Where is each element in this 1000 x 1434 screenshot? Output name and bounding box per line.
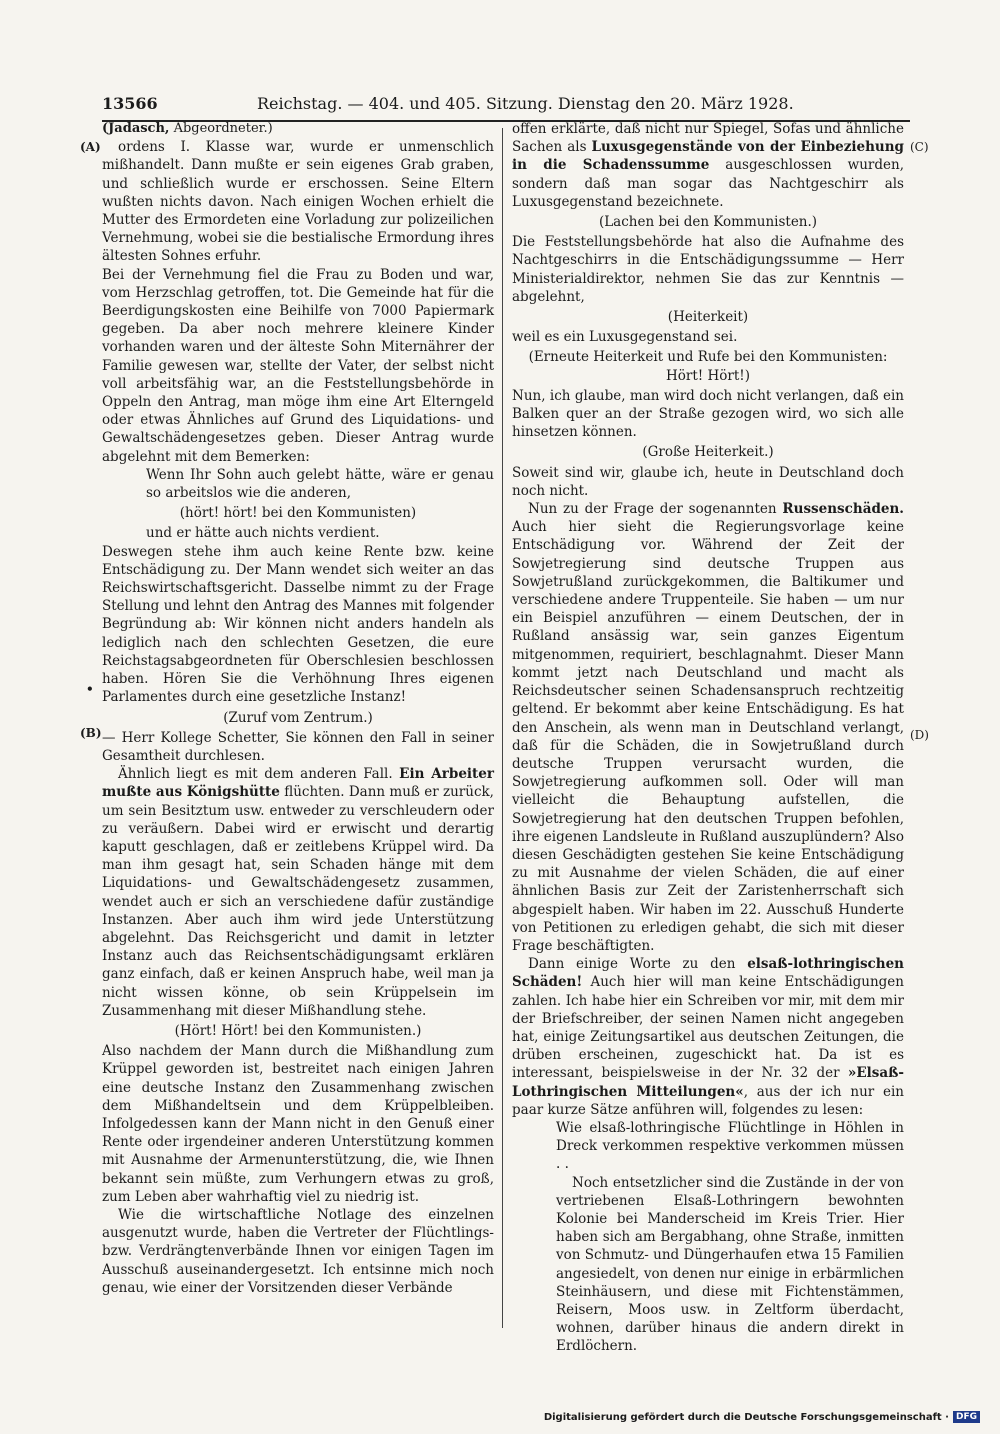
column-divider — [502, 128, 503, 1328]
digitization-footer — [544, 1411, 980, 1423]
left-column — [102, 120, 494, 1297]
speaker-role: Abgeordneter.) — [169, 121, 273, 136]
paragraph — [512, 120, 904, 211]
margin-marker-a: (A) — [80, 140, 101, 154]
interjection: (Heiterkeit) — [667, 309, 749, 326]
paragraph — [512, 500, 904, 955]
margin-marker-d: (D) — [910, 728, 929, 742]
margin-bullet: • — [86, 682, 94, 696]
right-column — [512, 120, 904, 1356]
interjection: (Erneute Heiterkeit und Rufe bei den Kommunisten: Hört! Hört!) — [528, 349, 888, 384]
speaker-line — [102, 120, 494, 138]
text-run: Ähnlich liegt es mit dem anderen Fall. — [118, 766, 400, 783]
interjection: (Lachen bei den Kommunisten.) — [598, 214, 818, 231]
paragraph: — Herr Kollege Schetter, Sie können den Fall in seiner Gesamtheit durchlesen. — [102, 729, 494, 764]
page-header — [102, 94, 910, 118]
quote: und er hätte auch nichts verdient. — [146, 525, 380, 542]
emphasis: elsaß-lothringischen Schäden! — [512, 956, 904, 991]
text-run: , aus der ich nur ein paar kurze Sätze anführen will, folgendes zu lesen: — [512, 1083, 905, 1118]
emphasis: Ein Arbeiter mußte aus Königshütte — [102, 766, 494, 801]
text-run: Auch hier will man keine Entschädigungen zahlen. Ich habe hier ein Schreiben vor mir, mit dem mir der Briefschreiber, der seinen Namen nicht angegeben hat, einige Zeitungsartikel aus deutschen Zeitungen, die drüben erscheinen, zugeschickt hat. Da ist es interessant, beispielsweise in der Nr. 32 der — [512, 974, 904, 1082]
dfg-logo: DFG — [953, 1411, 980, 1423]
emphasis: Russenschäden. — [782, 501, 904, 518]
quote: Wenn Ihr Sohn auch gelebt hätte, wäre er genau so arbeitslos wie die anderen, — [146, 466, 494, 502]
paragraph: Also nachdem der Mann durch die Mißhandlung zum Krüppel geworden ist, bestreitet nach einigen Jahren eine deutsche Instanz den Zusammenhang zwischen dem Mißhandeltsein und dem Krüppelbleiben. Infolgedessen kann der Mann nicht in den Genuß einer Rente oder irgendeiner anderen Unterstützung kommen mit Ausnahme der Armenunterstützung, die, wie Ihnen bekannt sein müßte, zum Verhungern etwas zu groß, zum Leben aber wahrhaftig viel zu niedrig ist. — [102, 1043, 494, 1205]
quote: Noch entsetzlicher sind die Zustände in der von vertriebenen Elsaß-Lothringern bewohnten Kolonie bei Manderscheid im Kreis Trier. Hier haben sich am Bergabhang, ohne Straße, inmitten von Schmutz- und Düngerhaufen etwa 15 Familien angesiedelt, von denen nur einige in erbärmlichen Steinhäusern, und diese mit Fichtenstämmen, Reisern, Moos usw. in Zeltform überdacht, wohnen, darüber hinaus die andern direkt in Erdlöchern. — [556, 1174, 904, 1355]
text-run: Auch hier sieht die Regierungsvorlage keine Entschädigung vor. Während der Zeit der Sowjetregierung sind deutsche Truppen aus Sowjetrußland zurückgekommen, die Baltikumer und verschiedene andere Truppenteile. Sie haben — um nur ein Beispiel anzuführen — einem Deutschen, der in Rußland ansässig war, sein ganzes Eigentum mitgenommen, requiriert, beschlagnahmt. Dieser Mann kommt jetzt nach Deutschland und macht als Reichsdeutscher seinen Schadensanspruch rechtzeitig geltend. Er bekommt aber keine Entschädigung. Es hat den Anschein, als wenn man in Deutschland verlangt, daß für die Schäden, die in Sowjetrußland durch deutsche Truppen verursacht wurden, die Sowjetregierung aufkommen soll. Oder will man vielleicht die Behauptung aufstellen, die Sowjetregierung hat den deutschen Truppen befohlen, ihre eigenen Landsleute in Rußland auszuplündern? Also diesen Geschädigten gestehen Sie keine Entschädigung zu mit Ausnahme der vielen Schäden, die auf einer ähnlichen Basis zur Zeit der Zaristenherrschaft sich abgespielt haben. Wir haben im 22. Ausschuß Hunderte von Petitionen zu erledigen gehabt, die sich mit dieser Frage beschäftigten. — [512, 519, 904, 954]
footer-text: Digitalisierung gefördert durch die Deutsche Forschungsgemeinschaft · — [543, 1411, 949, 1423]
paragraph: ordens I. Klasse war, wurde er unmenschlich mißhandelt. Dann mußte er sein eigenes Grab graben, und schließlich wurde er erschossen. Seine Eltern wußten nichts davon. Nach einigen Wochen erhielt die Mutter des Ermordeten eine Vorladung zur polizeilichen Vernehmung, wobei sie die bestialische Ermordung ihres ältesten Sohnes erfuhr. — [102, 139, 494, 265]
text-run: Dann einige Worte zu den — [528, 956, 748, 973]
quote: Wie elsaß-lothringische Flüchtlinge in Höhlen in Dreck verkommen respektive verkommen müssen . . — [556, 1119, 904, 1173]
interjection: (Große Heiterkeit.) — [642, 444, 774, 461]
paragraph: Soweit sind wir, glaube ich, heute in Deutschland doch noch nicht. — [512, 464, 904, 499]
page-number: 13566 — [102, 94, 158, 113]
page-title: Reichstag. — 404. und 405. Sitzung. Dienstag den 20. März 1928. — [257, 94, 794, 113]
interjection: (Zuruf vom Zentrum.) — [223, 709, 373, 726]
interjection: (hört! hört! bei den Kommunisten) — [179, 505, 417, 522]
emphasis: »Elsaß-Lothringischen Mitteilungen« — [512, 1065, 904, 1100]
emphasis: Luxusgegenstände von der Einbeziehung in die Schadenssumme — [512, 139, 904, 174]
text-run: offen erklärte, daß nicht nur Spiegel, Sofas und ähnliche Sachen als — [512, 121, 904, 156]
paragraph: Deswegen stehe ihm auch keine Rente bzw. keine Entschädigung zu. Der Mann wendet sich weiter an das Reichswirtschaftsgericht. Dasselbe nimmt zu der Frage Stellung und lehnt den Antrag des Mannes mit folgender Begründung ab: Wir können nicht anders handeln als lediglich nach den schlechten Gesetzen, die eure Reichstagsabgeordneten für Oberschlesien beschlossen haben. Hören Sie die Verhöhnung Ihres eigenen Parlamentes durch eine gesetzliche Instanz! — [102, 543, 494, 706]
paragraph — [102, 765, 494, 1020]
paragraph: Die Feststellungsbehörde hat also die Aufnahme des Nachtgeschirrs in die Entschädigungssumme — Herr Ministerialdirektor, nehmen Sie das zur Kenntnis — abgelehnt, — [512, 234, 904, 305]
paragraph: Nun, ich glaube, man wird doch nicht verlangen, daß ein Balken quer an der Straße gezogen wird, wo sich alle hinsetzen können. — [512, 387, 904, 441]
paragraph — [512, 955, 904, 1119]
paragraph: weil es ein Luxusgegenstand sei. — [512, 329, 738, 346]
paragraph: Wie die wirtschaftliche Notlage des einzelnen ausgenutzt wurde, haben die Vertreter der Flüchtlings- bzw. Verdrängtenverbände Ihnen vor einigen Tagen im Ausschuß auseinandergesetzt. Ich entsinne mich noch genau, wie einer der Vorsitzenden dieser Verbände — [102, 1206, 494, 1296]
margin-marker-c: (C) — [910, 140, 929, 154]
margin-marker-b: (B) — [80, 726, 102, 740]
text-run: flüchten. Dann muß er zurück, um sein Besitztum usw. entweder zu verschleudern oder zu veräußern. Dabei wird er erwischt und derartig kaputt geschlagen, daß er zeitlebens Krüppel wird. Da man ihm gesagt hat, sein Schaden hänge mit dem Liquidations- und Gewaltschädengesetz zusammen, wendet auch er sich an verschiedene dafür zuständige Instanzen. Aber auch ihm wird jede Unterstützung abgelehnt. Das Reichsgericht und damit in letzter Instanz auch das Reichsentschädigungsamt erklären ganz einfach, daß er keinen Anspruch habe, weil man ja nicht wissen könne, ob sein Krüppelsein im Zusammenhang mit dieser Mißhandlung stehe. — [102, 784, 494, 1019]
text-run: Nun zu der Frage der sogenannten — [528, 501, 783, 518]
interjection: (Hört! Hört! bei den Kommunisten.) — [174, 1022, 422, 1039]
text-run: ausgeschlossen wurden, sondern daß man sogar das Nachtgeschirr als Luxusgegenstand bezeichnete. — [512, 157, 904, 210]
speaker-name: (Jadasch, — [102, 121, 170, 136]
paragraph: Bei der Vernehmung fiel die Frau zu Boden und war, vom Herzschlag getroffen, tot. Die Gemeinde hat für die Beerdigungskosten eine Beihilfe von 7000 Papiermark gegeben. Da aber noch mehrere kleinere Kinder vorhanden waren und der älteste Sohn Miternährer der Familie gewesen war, stellte der Vater, der selbst nicht voll arbeitsfähig war, an die Feststellungsbehörde in Oppeln den Antrag, man möge ihm eine Art Elterngeld oder etwas Ähnliches auf Grund des Liquidations- und Gewaltschädengesetzes geben. Dieser Antrag wurde abgelehnt mit dem Bemerken: — [102, 266, 494, 465]
